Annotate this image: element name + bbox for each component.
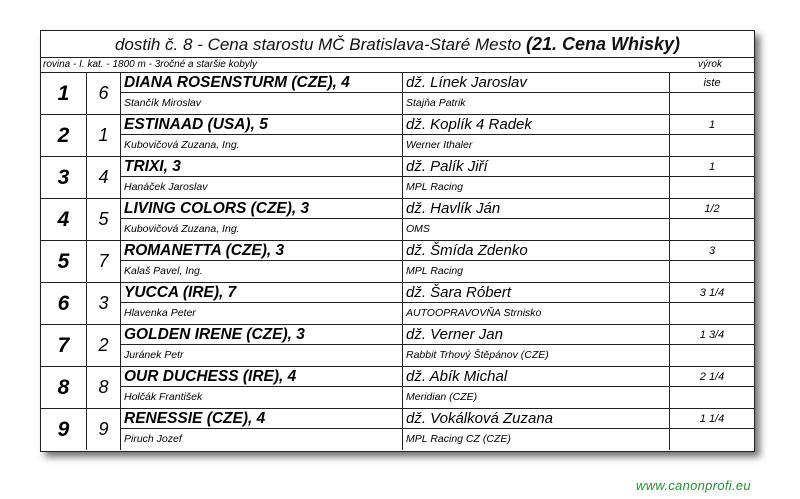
place-number: 2 xyxy=(41,115,87,156)
place-number: 3 xyxy=(41,157,87,198)
race-title-main: Cena starostu MČ Bratislava-Staré Mesto xyxy=(207,35,522,54)
margin-value: 1 xyxy=(670,157,754,177)
margin-header: výrok xyxy=(698,59,722,70)
table-row xyxy=(41,283,754,325)
jockey-name: dž. Vokálková Zuzana xyxy=(403,409,670,429)
horse-name: GOLDEN IRENE (CZE), 3 xyxy=(121,325,403,345)
trainer-name: Hanáček Jaroslav xyxy=(121,177,403,198)
owner-name: MPL Racing xyxy=(403,261,670,282)
jockey-name: dž. Šara Róbert xyxy=(403,283,670,303)
place-number: 4 xyxy=(41,199,87,240)
place-number: 7 xyxy=(41,325,87,366)
margin-value: 1/2 xyxy=(670,199,754,219)
owner-name: MPL Racing CZ (CZE) xyxy=(403,429,670,450)
trainer-name: Kubovičová Zuzana, Ing. xyxy=(121,219,403,240)
results-table xyxy=(41,73,754,451)
trainer-name: Piruch Jozef xyxy=(121,429,403,450)
margin-value: 3 xyxy=(670,241,754,261)
margin-empty-cell xyxy=(670,93,754,114)
horse-name: YUCCA (IRE), 7 xyxy=(121,283,403,303)
start-number: 9 xyxy=(87,409,121,450)
margin-value: 3 1/4 xyxy=(670,283,754,303)
place-number: 9 xyxy=(41,409,87,450)
margin-empty-cell xyxy=(670,429,754,450)
start-number: 2 xyxy=(87,325,121,366)
margin-empty-cell xyxy=(670,177,754,198)
owner-name: Werner Ithaler xyxy=(403,135,670,156)
jockey-name: dž. Koplík 4 Radek xyxy=(403,115,670,135)
margin-value: 2 1/4 xyxy=(670,367,754,387)
margin-empty-cell xyxy=(670,387,754,408)
owner-name: Rabbit Trhový Štěpánov (CZE) xyxy=(403,345,670,366)
owner-name: Meridian (CZE) xyxy=(403,387,670,408)
table-row xyxy=(41,367,754,409)
margin-empty-cell xyxy=(670,135,754,156)
trainer-name: Juránek Petr xyxy=(121,345,403,366)
race-subheader xyxy=(41,58,754,73)
horse-name: TRIXI, 3 xyxy=(121,157,403,177)
trainer-name: Hlavenka Peter xyxy=(121,303,403,324)
start-number: 5 xyxy=(87,199,121,240)
margin-value: 1 3/4 xyxy=(670,325,754,345)
race-conditions: rovina - I. kat. - 1800 m - 3ročné a staršie kobyly xyxy=(43,59,257,70)
jockey-name: dž. Palík Jiří xyxy=(403,157,670,177)
start-number: 7 xyxy=(87,241,121,282)
jockey-name: dž. Verner Jan xyxy=(403,325,670,345)
jockey-name: dž. Šmída Zdenko xyxy=(403,241,670,261)
trainer-name: Kalaš Pavel, Ing. xyxy=(121,261,403,282)
horse-name: ESTINAAD (USA), 5 xyxy=(121,115,403,135)
horse-name: LIVING COLORS (CZE), 3 xyxy=(121,199,403,219)
owner-name: OMS xyxy=(403,219,670,240)
place-number: 1 xyxy=(41,73,87,114)
margin-empty-cell xyxy=(670,303,754,324)
start-number: 6 xyxy=(87,73,121,114)
jockey-name: dž. Havlík Ján xyxy=(403,199,670,219)
jockey-name: dž. Línek Jaroslav xyxy=(403,73,670,93)
margin-value: 1 xyxy=(670,115,754,135)
table-row xyxy=(41,73,754,115)
place-number: 5 xyxy=(41,241,87,282)
race-title-bold: (21. Cena Whisky) xyxy=(525,34,681,54)
table-row xyxy=(41,241,754,283)
margin-value: iste xyxy=(670,73,754,93)
table-row xyxy=(41,157,754,199)
start-number: 4 xyxy=(87,157,121,198)
trainer-name: Stančík Miroslav xyxy=(121,93,403,114)
trainer-name: Holčák František xyxy=(121,387,403,408)
race-title-prefix: dostih č. 8 - xyxy=(114,35,203,54)
horse-name: OUR DUCHESS (IRE), 4 xyxy=(121,367,403,387)
table-row xyxy=(41,199,754,241)
jockey-name: dž. Abík Michal xyxy=(403,367,670,387)
table-row xyxy=(41,115,754,157)
watermark: www.canonprofi.eu xyxy=(636,478,751,493)
margin-empty-cell xyxy=(670,345,754,366)
margin-value: 1 1/4 xyxy=(670,409,754,429)
table-row xyxy=(41,409,754,451)
margin-empty-cell xyxy=(670,261,754,282)
start-number: 3 xyxy=(87,283,121,324)
owner-name: MPL Racing xyxy=(403,177,670,198)
horse-name: ROMANETTA (CZE), 3 xyxy=(121,241,403,261)
trainer-name: Kubovičová Zuzana, Ing. xyxy=(121,135,403,156)
place-number: 8 xyxy=(41,367,87,408)
horse-name: RENESSIE (CZE), 4 xyxy=(121,409,403,429)
horse-name: DIANA ROSENSTURM (CZE), 4 xyxy=(121,73,403,93)
place-number: 6 xyxy=(41,283,87,324)
table-row xyxy=(41,325,754,367)
start-number: 1 xyxy=(87,115,121,156)
results-card xyxy=(40,30,755,452)
race-title xyxy=(41,31,754,58)
start-number: 8 xyxy=(87,367,121,408)
owner-name: Stajňa Patrik xyxy=(403,93,670,114)
owner-name: AUTOOPRAVOVŇA Strnisko xyxy=(403,303,670,324)
margin-empty-cell xyxy=(670,219,754,240)
